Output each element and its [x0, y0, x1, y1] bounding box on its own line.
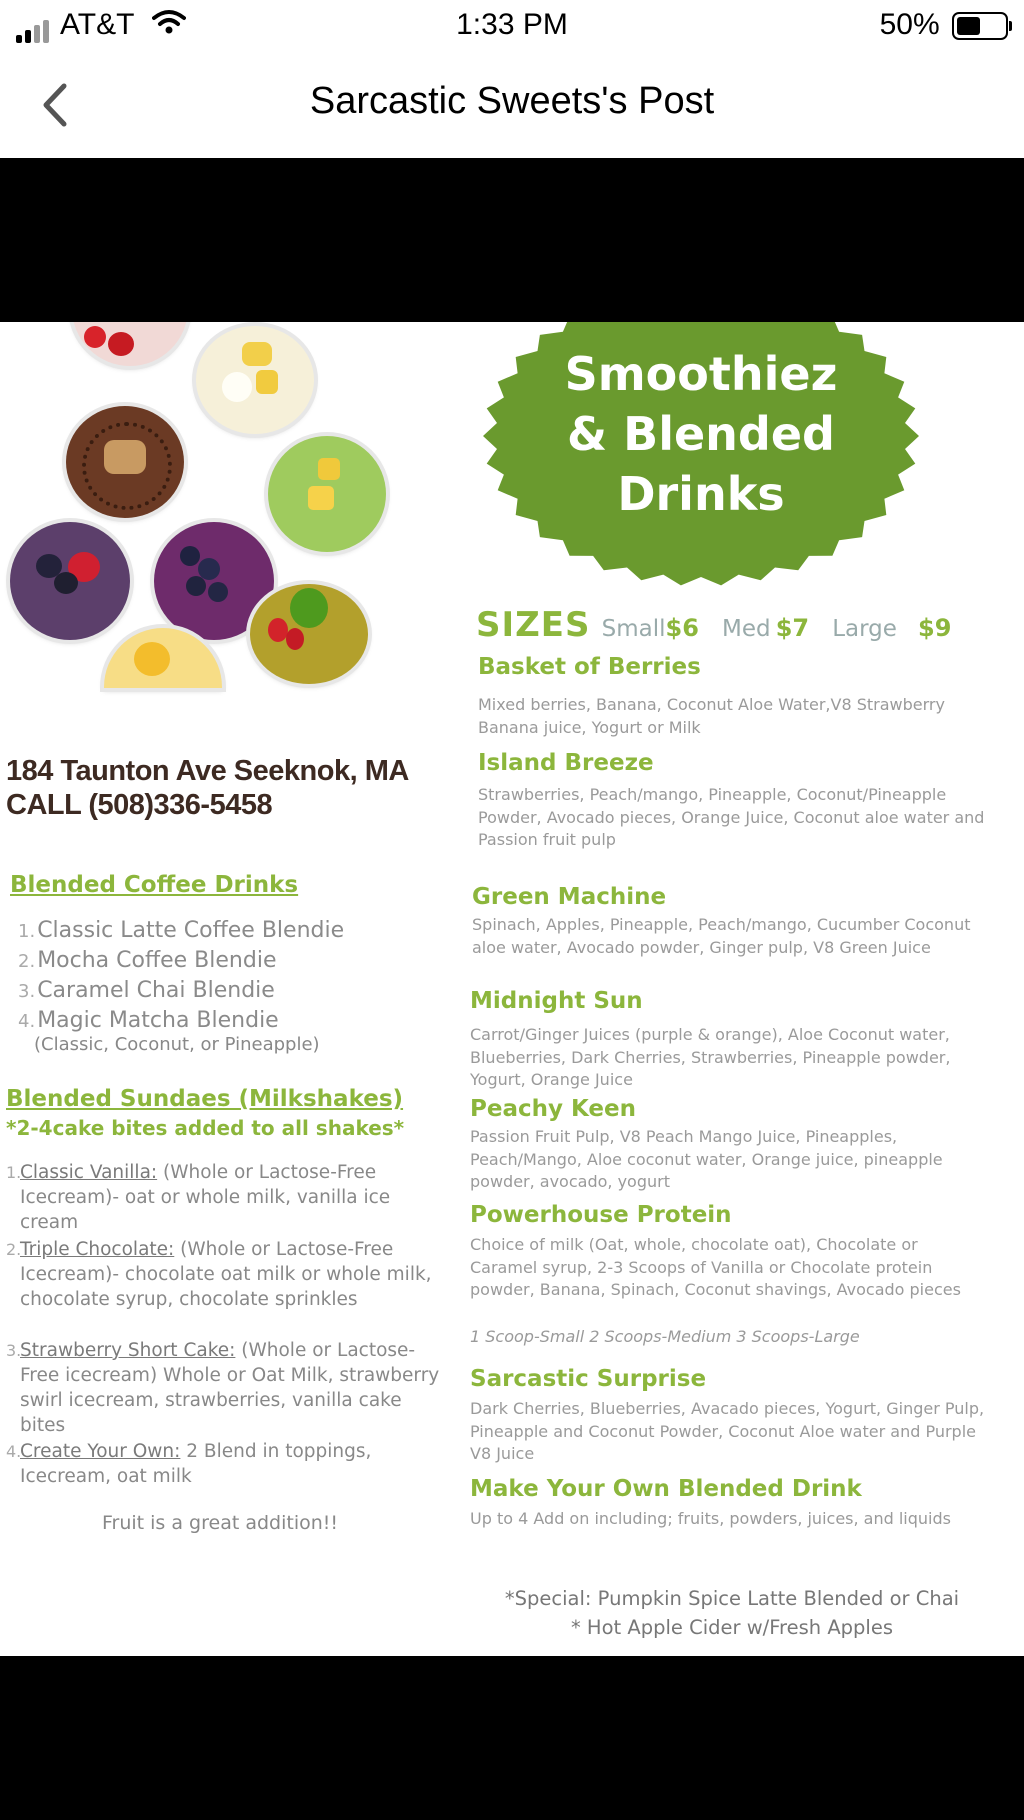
sundae-list [6, 1160, 446, 1490]
list-item: 3.Caramel Chai Blendie [18, 978, 275, 1003]
list-item: 2.Mocha Coffee Blendie [18, 948, 277, 973]
menu-badge [478, 322, 924, 594]
battery-percent: 50% [879, 8, 940, 41]
navigation-bar [0, 50, 1024, 158]
coffee-heading: Blended Coffee Drinks [10, 872, 299, 898]
badge-line: Drinks [617, 467, 785, 521]
badge-line: Smoothiez [564, 347, 838, 401]
smoothie-desc: Spinach, Apples, Pineapple, Peach/mango, Cucumber Coconut aloe water, Avocado powder, Ginger pulp, V8 Green Juice [472, 915, 971, 957]
post-image[interactable] [0, 322, 1024, 1656]
status-bar [0, 0, 1024, 50]
size-large-label: Large [832, 616, 897, 642]
smoothie-name: Midnight Sun [470, 988, 643, 1014]
special-note [440, 1584, 1024, 1642]
size-med-label: Med [722, 616, 771, 642]
size-small-label: Small [601, 616, 666, 642]
sundae-note: *2-4cake bites added to all shakes* [6, 1116, 405, 1140]
clock: 1:33 PM [456, 8, 568, 41]
smoothie-desc: Dark Cherries, Blueberries, Avacado pieces, Yogurt, Ginger Pulp, Pineapple and Coconut Powder, Coconut Aloe water and Purple V8 Juice [470, 1399, 985, 1463]
sundae-heading: Blended Sundaes (Milkshakes) [6, 1086, 404, 1112]
contact-info [6, 754, 409, 822]
image-letterbox-top [0, 158, 1024, 322]
carrier-name: AT&T [60, 8, 134, 41]
phone-number: CALL (508)336-5458 [6, 789, 273, 821]
coffee-list [18, 916, 344, 1036]
smoothie-desc: Carrot/Ginger Juices (purple & orange), Aloe Coconut water, Blueberries, Dark Cherries, Strawberries, Pineapple powder, Yogurt, Orange Juice [470, 1025, 951, 1089]
smoothie-name: Powerhouse Protein [470, 1202, 732, 1228]
smoothie-name: Peachy Keen [470, 1096, 636, 1122]
page-title: Sarcastic Sweets's Post [309, 80, 715, 122]
fruit-note: Fruit is a great addition!! [101, 1512, 338, 1534]
smoothie-name: Island Breeze [478, 750, 654, 776]
list-item: 2. Triple Chocolate: (Whole or Lactose-Free Icecream)- chocolate oat milk or whole milk, chocolate syrup, chocolate sprinkles [6, 1239, 432, 1310]
smoothie-desc: Mixed berries, Banana, Coconut Aloe Water,V8 Strawberry Banana juice, Yogurt or Milk [478, 695, 945, 737]
size-prices [476, 605, 1016, 645]
special-line: *Special: Pumpkin Spice Latte Blended or Chai [504, 1587, 960, 1610]
list-item: 3. Strawberry Short Cake: (Whole or Lactose-Free icecream) Whole or Oat Milk, strawberry swirl icecream, strawberries, vanilla cake bites [6, 1340, 440, 1436]
size-med-price: $7 [775, 614, 810, 642]
smoothie-name: Make Your Own Blended Drink [470, 1476, 862, 1502]
address: 184 Taunton Ave Seeknok, MA [6, 755, 409, 787]
list-item: 4.Magic Matcha Blendie [18, 1008, 279, 1033]
smoothie-desc: Strawberries, Peach/mango, Pineapple, Coconut/Pineapple Powder, Avocado pieces, Orange Juice, Coconut aloe water and Passion fruit pulp [478, 785, 985, 849]
list-item: 4. Create Your Own: 2 Blend in toppings, Icecream, oat milk [6, 1441, 372, 1487]
size-large-price: $9 [918, 614, 952, 642]
size-small-price: $6 [665, 614, 699, 642]
smoothie-desc: Passion Fruit Pulp, V8 Peach Mango Juice, Pineapples, Peach/Mango, Aloe coconut water, Orange juice, pineapple powder, avocado, yogurt [470, 1127, 943, 1191]
smoothie-name: Basket of Berries [478, 654, 701, 680]
coffee-options: (Classic, Coconut, or Pineapple) [34, 1034, 320, 1055]
sizes-label: SIZES [476, 605, 591, 645]
image-letterbox-bottom [0, 1656, 1024, 1820]
special-line: * Hot Apple Cider w/Fresh Apples [570, 1616, 893, 1639]
battery-icon [952, 12, 1008, 40]
smoothie-desc: Choice of milk (Oat, whole, chocolate oat), Chocolate or Caramel syrup, 2-3 Scoops of Vanilla or Chocolate protein powder, Banana, Spinach, Coconut shavings, Avocado pieces [470, 1235, 961, 1299]
smoothie-name: Green Machine [472, 884, 667, 910]
list-item: 1. Classic Vanilla: (Whole or Lactose-Free Icecream)- oat or whole milk, vanilla ice cream [6, 1162, 391, 1233]
badge-line: & Blended [567, 407, 835, 461]
smoothie-desc: Up to 4 Add on including; fruits, powders, juices, and liquids [470, 1509, 951, 1528]
list-item: 1.Classic Latte Coffee Blendie [18, 918, 345, 943]
smoothie-note: 1 Scoop-Small 2 Scoops-Medium 3 Scoops-Large [470, 1327, 860, 1346]
smoothie-name: Sarcastic Surprise [470, 1366, 707, 1392]
battery-indicator [880, 8, 1008, 42]
